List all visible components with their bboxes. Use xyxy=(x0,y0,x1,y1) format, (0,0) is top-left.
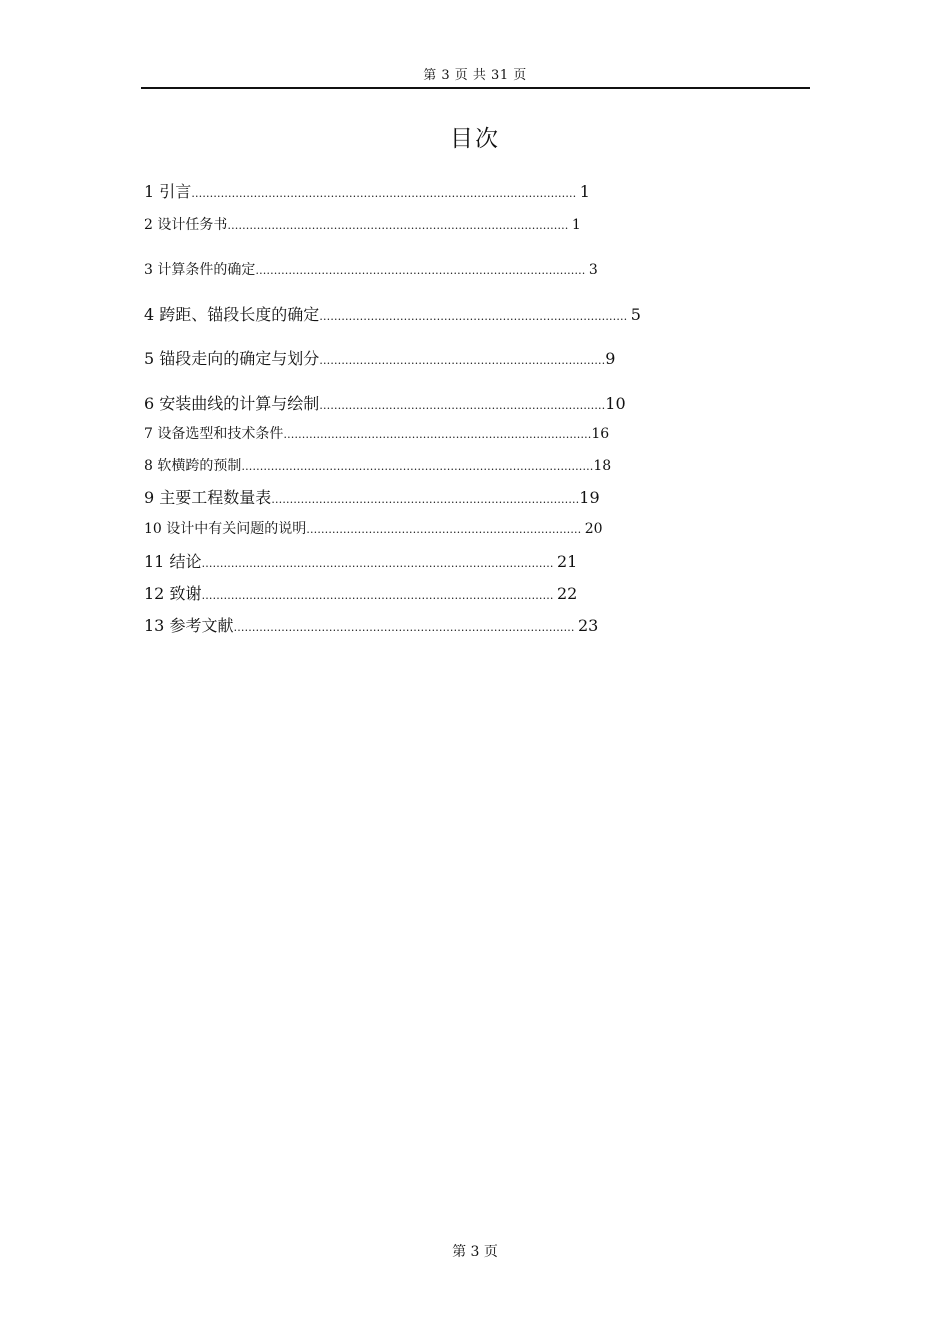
toc-entry[interactable] xyxy=(144,618,598,634)
toc-entry-label: 4 跨距、锚段长度的确定 xyxy=(144,305,320,324)
toc-entry-page: 23 xyxy=(577,616,599,635)
toc-entry-page: 1 xyxy=(579,182,590,201)
toc-entry-label: 7 设备选型和技术条件 xyxy=(144,426,284,442)
toc-entry[interactable] xyxy=(144,307,641,323)
toc-entry-leader: …………………………………………………………………………………… xyxy=(201,557,557,570)
toc-entry-label: 8 软横跨的预制 xyxy=(144,458,242,474)
toc-entry-label: 9 主要工程数量表 xyxy=(144,488,272,507)
toc-entry-page: 3 xyxy=(588,262,598,278)
toc-entry-leader: …………………………………………………………………………………………… xyxy=(191,187,580,200)
toc-entry-page: 22 xyxy=(556,584,578,603)
toc-entry-label: 10 设计中有关问题的说明 xyxy=(144,521,307,537)
toc-title: 目次 xyxy=(450,126,500,152)
toc-entry[interactable] xyxy=(144,184,590,200)
toc-entry-page: 16 xyxy=(591,426,610,442)
toc-entry-label: 3 计算条件的确定 xyxy=(144,262,256,278)
toc-entry-label: 13 参考文献 xyxy=(144,616,234,635)
toc-entry[interactable] xyxy=(144,522,603,536)
toc-entry-page: 21 xyxy=(556,552,578,571)
toc-entry-page: 1 xyxy=(571,217,581,233)
toc-entry[interactable] xyxy=(144,263,598,277)
page-header: 第 3 页 共 31 页 xyxy=(423,68,527,83)
toc-entry-label: 1 引言 xyxy=(144,182,192,201)
toc-entry-leader: ………………………………………………………………………… xyxy=(271,493,580,506)
toc-entry[interactable] xyxy=(144,396,626,412)
toc-entry-page: 19 xyxy=(579,488,600,507)
toc-entry-leader: …………………………………………………………………… xyxy=(319,399,606,412)
toc-entry-page: 18 xyxy=(593,458,612,474)
toc-entry[interactable] xyxy=(144,427,609,441)
toc-entry-leader: ………………………………………………………………………………… xyxy=(227,219,572,232)
page-footer: 第 3 页 xyxy=(452,1244,498,1260)
toc-entry-leader: …………………………………………………………………… xyxy=(319,354,606,367)
toc-entry-leader: ………………………………………………………………… xyxy=(306,523,585,536)
toc-entry[interactable] xyxy=(144,351,615,367)
toc-entry-label: 6 安装曲线的计算与绘制 xyxy=(144,394,320,413)
toc-entry-page: 10 xyxy=(605,394,626,413)
toc-entry-leader: ………………………………………………………………………… xyxy=(283,428,592,441)
toc-entry-page: 20 xyxy=(584,521,603,537)
toc-entry-leader: ……………………………………………………………………………… xyxy=(255,264,589,277)
toc-entry-label: 2 设计任务书 xyxy=(144,217,228,233)
toc-entry-leader: …………………………………………………………………………………… xyxy=(201,589,557,602)
toc-entry-leader: ………………………………………………………………………………… xyxy=(233,621,578,634)
toc-entry-label: 12 致谢 xyxy=(144,584,202,603)
toc-entry-page: 5 xyxy=(630,305,641,324)
toc-entry-leader: ………………………………………………………………………… xyxy=(319,310,631,323)
toc-entry-page: 9 xyxy=(605,349,616,368)
toc-entry[interactable] xyxy=(144,218,581,232)
toc-entry[interactable] xyxy=(144,490,600,506)
toc-entry-label: 5 锚段走向的确定与划分 xyxy=(144,349,320,368)
toc-entry-label: 11 结论 xyxy=(144,552,202,571)
toc-entry[interactable] xyxy=(144,554,577,570)
toc-entry[interactable] xyxy=(144,586,577,602)
toc-entry[interactable] xyxy=(144,459,611,473)
toc-entry-leader: …………………………………………………………………………………… xyxy=(241,460,594,473)
